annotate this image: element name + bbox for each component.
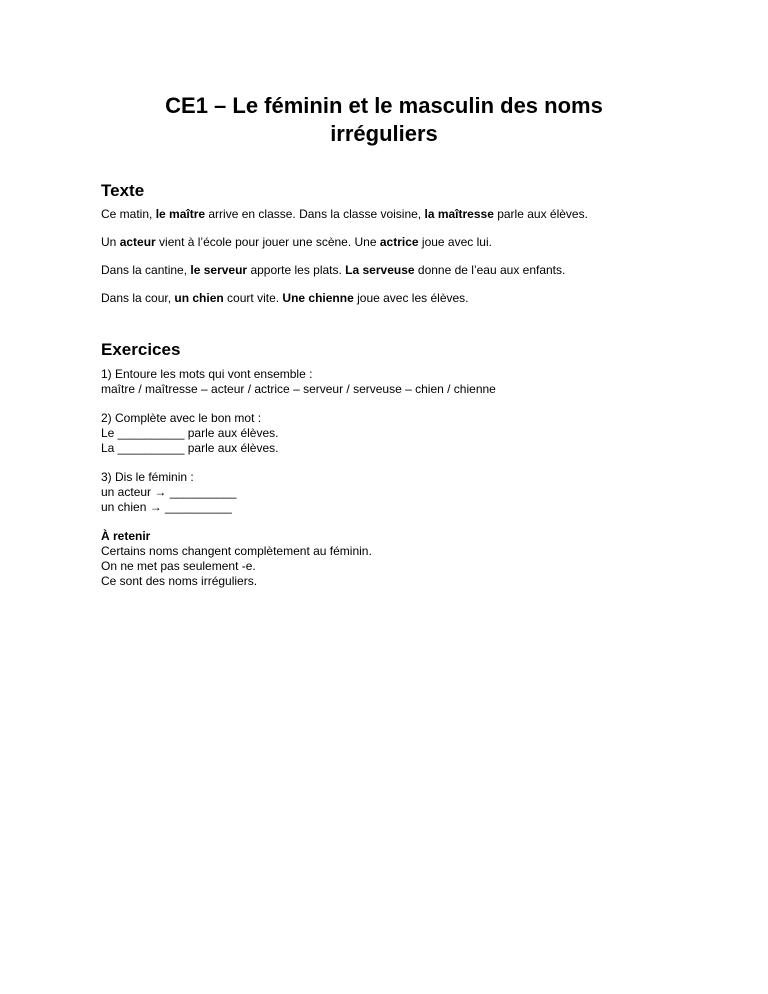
- texte-paragraph-3: [101, 263, 701, 278]
- p4-bold-d: Une chienne: [282, 291, 354, 305]
- retenir-box: [101, 529, 701, 589]
- exercise-3-line-2: un chien → __________: [101, 500, 232, 514]
- texte-paragraph-2: [101, 235, 701, 250]
- p3-bold-b: le serveur: [190, 263, 248, 277]
- texte-paragraph-1: [101, 207, 701, 222]
- exercise-3-instruction: 3) Dis le féminin :: [101, 470, 194, 484]
- texte-paragraph-4: [101, 291, 701, 306]
- p2-bold-b: acteur: [119, 235, 156, 249]
- exercise-2-line-2: La __________ parle aux élèves.: [101, 441, 279, 455]
- retenir-heading: À retenir: [101, 529, 151, 543]
- exercise-1-instruction: 1) Entoure les mots qui vont ensemble :: [101, 367, 313, 381]
- p2-text-c: vient à l’école pour jouer une scène. Une: [155, 235, 380, 249]
- p3-text-c: apporte les plats.: [247, 263, 346, 277]
- section-texte: [101, 180, 701, 306]
- p1-text-e: parle aux élèves.: [493, 207, 588, 221]
- exercise-1: [101, 367, 701, 397]
- p2-text-a: Un: [101, 235, 120, 249]
- p4-text-a: Dans la cour,: [101, 291, 175, 305]
- retenir-line-3: Ce sont des noms irréguliers.: [101, 574, 258, 588]
- p3-bold-d: La serveuse: [345, 263, 415, 277]
- section-exercices: [101, 339, 701, 589]
- retenir-line-1: Certains noms changent complètement au féminin.: [101, 544, 372, 558]
- exercise-1-words: maître / maîtresse – acteur / actrice – serveur / serveuse – chien / chienne: [101, 382, 496, 396]
- p4-text-c: court vite.: [223, 291, 283, 305]
- exercise-2-instruction: 2) Complète avec le bon mot :: [101, 411, 262, 425]
- retenir-line-2: On ne met pas seulement -e.: [101, 559, 256, 573]
- p1-text-c: arrive en classe. Dans la classe voisine,: [205, 207, 425, 221]
- p3-text-a: Dans la cantine,: [101, 263, 191, 277]
- p1-bold-d: la maîtresse: [424, 207, 494, 221]
- exercise-2-line-1: Le __________ parle aux élèves.: [101, 426, 279, 440]
- page-title: [0, 92, 768, 148]
- section-heading-texte: Texte: [101, 181, 145, 200]
- exercise-3-line-1: un acteur → __________: [101, 485, 237, 499]
- exercise-3: [101, 470, 701, 515]
- p4-bold-b: un chien: [174, 291, 224, 305]
- p3-text-e: donne de l’eau aux enfants.: [414, 263, 566, 277]
- exercise-2: [101, 411, 701, 456]
- p1-text-a: Ce matin,: [101, 207, 156, 221]
- p4-text-e: joue avec les élèves.: [353, 291, 469, 305]
- title-line-2: irréguliers: [330, 121, 438, 146]
- title-line-1: CE1 – Le féminin et le masculin des noms: [165, 93, 603, 118]
- p2-text-e: joue avec lui.: [418, 235, 492, 249]
- p2-bold-d: actrice: [379, 235, 419, 249]
- p1-bold-b: le maître: [155, 207, 206, 221]
- section-heading-exercices: Exercices: [101, 340, 181, 359]
